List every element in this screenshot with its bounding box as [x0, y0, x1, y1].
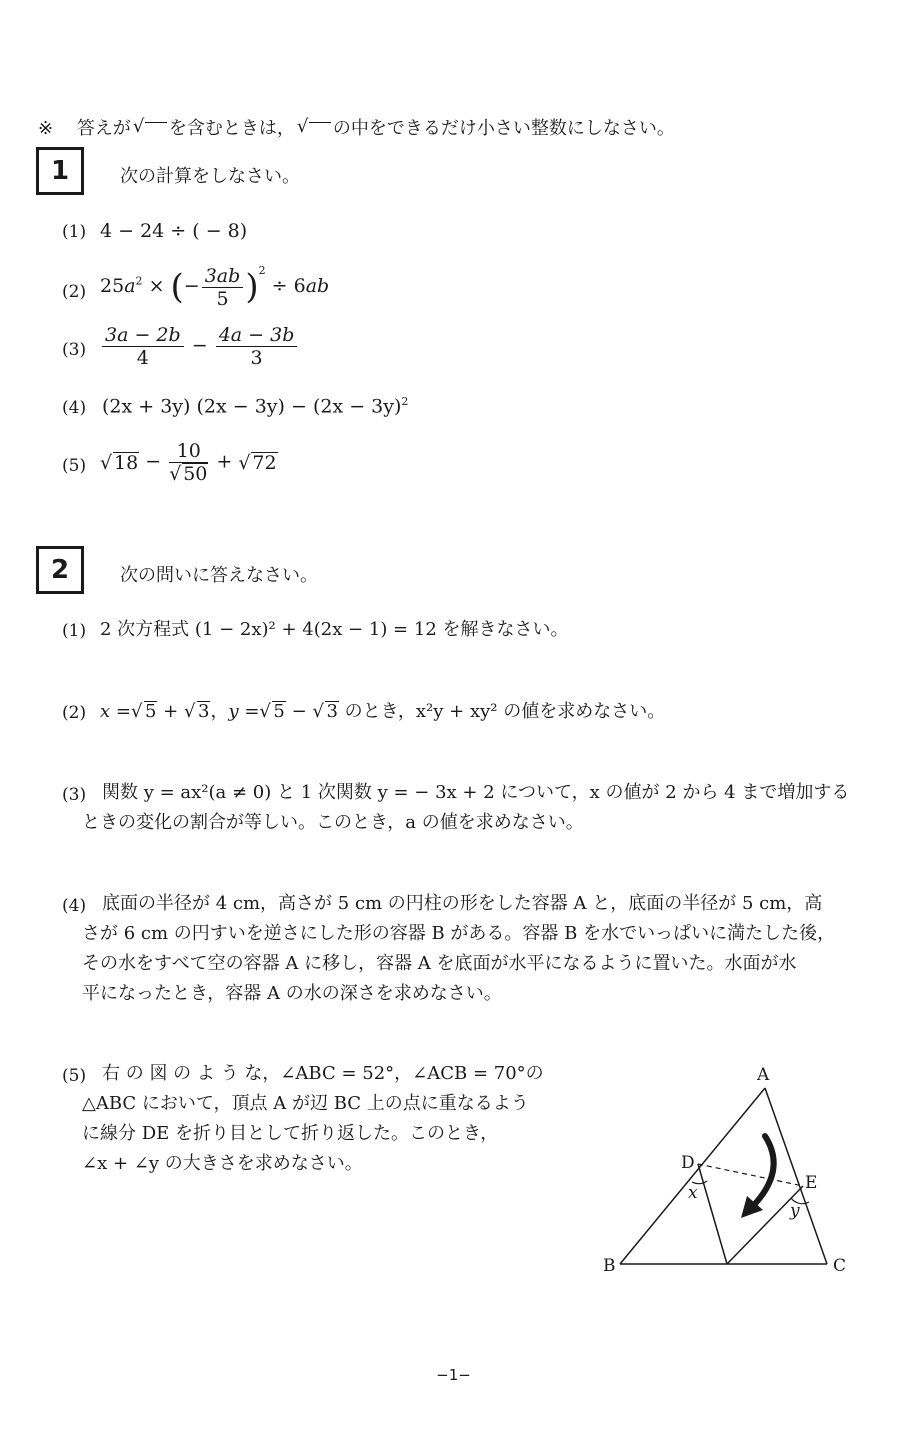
- s1-q2-tail: ÷ 6: [271, 275, 306, 297]
- section-2-instruction: 次の問いに答えなさい。: [120, 565, 318, 586]
- s2-q5-line2: △ABC において，頂点 A が辺 BC 上の点に重なるよう: [82, 1093, 529, 1114]
- s2-q4-number: (4): [62, 896, 87, 916]
- folded-side-d: [698, 1164, 727, 1264]
- triangle-figure: [595, 1058, 865, 1292]
- label-a: A: [757, 1065, 770, 1085]
- s2-q1-text: 2 次方程式 (1 − 2x)² + 4(2x − 1) = 12 を解きなさい。: [100, 619, 569, 640]
- page-number: −1−: [436, 1366, 471, 1384]
- section-2-number-box: 2: [36, 546, 84, 594]
- s2-q3-line1: 関数 y = ax²(a ≠ 0) と 1 次関数 y = − 3x + 2 について，x の値が 2 から 4 まで増加する: [102, 782, 850, 803]
- s2-q1-number: (1): [62, 621, 87, 641]
- label-c: C: [833, 1256, 847, 1276]
- s1-q3-number: (3): [62, 340, 87, 360]
- s1-q5-op2: +: [216, 450, 233, 473]
- triangle-diagram: [595, 1058, 865, 1288]
- s2-q5-number: (5): [62, 1066, 87, 1086]
- s2-q4-line4: 平になったとき，容器 A の水の深さを求めなさい。: [82, 983, 502, 1004]
- s1-q3-expression: [100, 324, 299, 369]
- s2-q4-line1: 底面の半径が 4 cm，高さが 5 cm の円柱の形をした容器 A と，底面の半径が 5 cm，高: [102, 893, 823, 914]
- label-e: E: [805, 1173, 818, 1193]
- s2-q4-text-rest: [82, 919, 835, 1009]
- s1-q2-number: (2): [62, 282, 87, 302]
- label-y: y: [790, 1201, 800, 1221]
- s1-q5-op1: −: [145, 450, 162, 473]
- s1-q3-fraction-2: $\frac{4a - 3b}{3}$: [216, 324, 298, 369]
- s2-q5-text-rest: [82, 1089, 529, 1179]
- note-text-b: を含むときは，: [168, 118, 295, 139]
- s1-q5-root-1: √ 18: [100, 452, 139, 474]
- s1-q5-number: (5): [62, 456, 87, 476]
- folded-side-e: [727, 1186, 803, 1264]
- s1-q5-root-2: √ 72: [238, 452, 277, 474]
- s2-q5-line1: 右 の 図 の よ う な，∠ABC = 52°，∠ACB = 70°の: [102, 1063, 544, 1084]
- s1-q2-fraction: $\frac{3ab}{5}$: [202, 265, 244, 310]
- s1-q5-expression: [100, 440, 278, 485]
- label-x: x: [688, 1183, 698, 1203]
- s1-q4-number: (4): [62, 398, 87, 418]
- sqrt-symbol: [133, 118, 167, 139]
- s1-q3-minus: −: [191, 334, 208, 357]
- s1-q4-expression: (2x + 3y) $(2x - 3y) - (2x - 3y)^2$: [102, 395, 409, 418]
- fold-arrow: [753, 1136, 774, 1206]
- note-mark: ※: [38, 118, 54, 139]
- section-1-instruction: 次の計算をしなさい。: [120, 166, 300, 187]
- side-ab: [620, 1088, 765, 1264]
- s1-q2-expression: $25a^2$ × (− $\frac{3ab}{5}$ )$^2$ ÷ 6ab: [100, 264, 330, 310]
- label-d: D: [681, 1153, 695, 1173]
- s2-q3-line2: ときの変化の割合が等しい。このとき，a の値を求めなさい。: [82, 812, 584, 833]
- s1-q5-fraction: 10 √ 50: [169, 440, 208, 485]
- section-1-number-box: 1: [36, 147, 84, 195]
- s1-q3-fraction-1: $\frac{3a - 2b}{4}$: [102, 324, 184, 369]
- s1-q1-expression: 4 − 24 ÷ ( − 8): [100, 220, 248, 242]
- s2-q2-number: (2): [62, 703, 87, 723]
- label-b: B: [603, 1256, 616, 1276]
- s1-q2-lead: 25: [100, 275, 125, 297]
- note-text-c: の中をできるだけ小さい整数にしなさい。: [332, 118, 675, 139]
- s2-q4-line2: さが 6 cm の円すいを逆さにした形の容器 B がある。容器 B を水でいっぱいに満たした後，: [82, 923, 836, 944]
- s2-q4-line3: その水をすべて空の容器 A に移し，容器 A を底面が水平になるように置いた。水面が水: [82, 953, 797, 974]
- instruction-note: [38, 114, 675, 140]
- s2-q3-text-cont: [82, 808, 584, 838]
- sqrt-symbol-2: [297, 118, 331, 139]
- fold-line-de: [698, 1164, 803, 1186]
- s2-q5-line3: に線分 DE を折り目として折り返した。このとき，: [82, 1123, 499, 1144]
- s2-q2-text: x =√ 5 + √ 3，y =√ 5 − √ 3 のとき，x²y + xy² の値を求めなさい。: [100, 697, 665, 727]
- s2-q5-line4: ∠x + ∠y の大きさを求めなさい。: [82, 1153, 363, 1174]
- note-text-a: 答えが: [76, 118, 131, 139]
- s1-q1-number: (1): [62, 222, 87, 242]
- s1-q2-var: a: [124, 275, 136, 297]
- s1-q2-tail-var: ab: [305, 275, 330, 297]
- s2-q3-number: (3): [62, 785, 87, 805]
- s2-q3-text: [102, 778, 849, 808]
- s1-q2-times: ×: [148, 275, 165, 297]
